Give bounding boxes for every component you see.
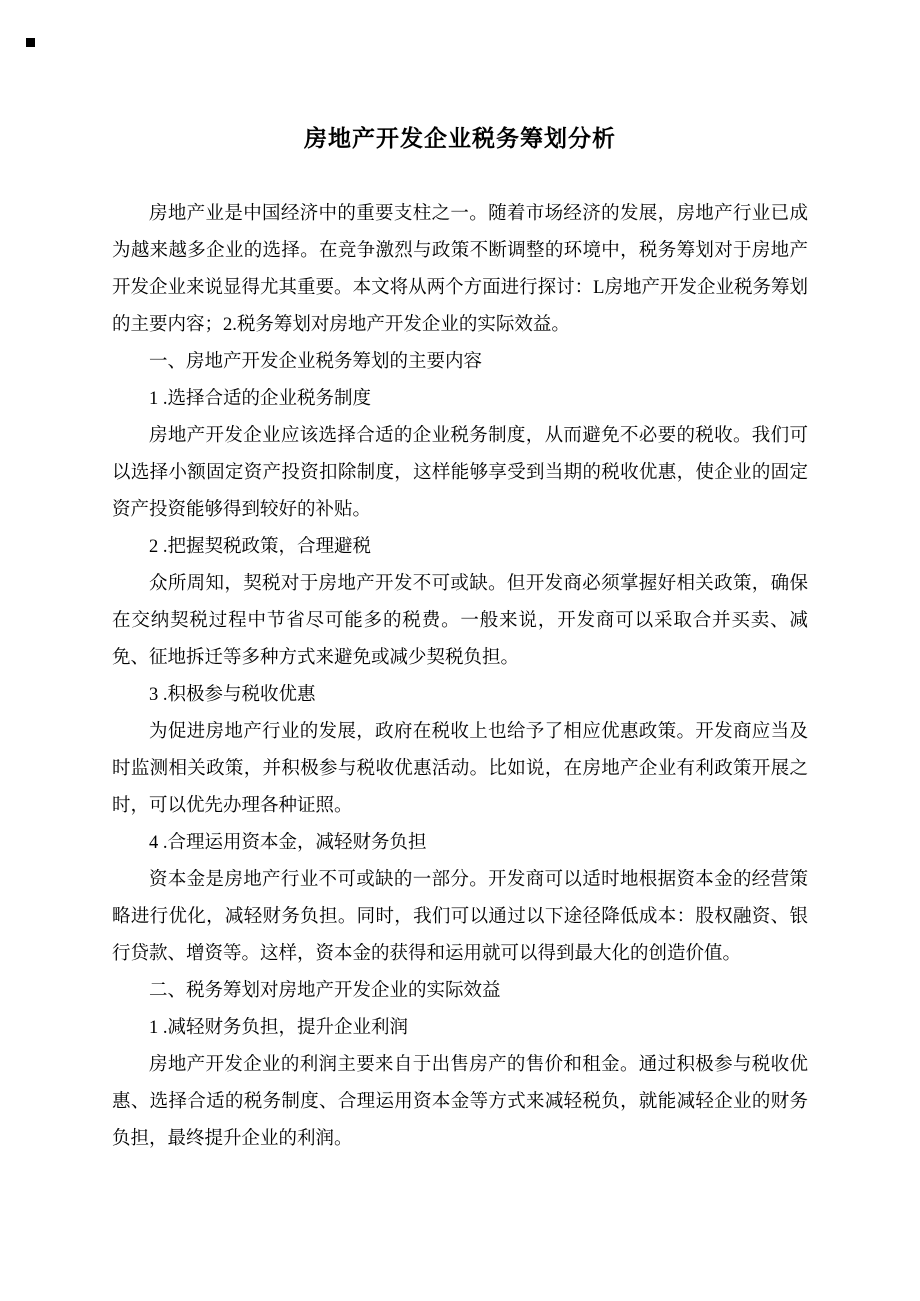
- section-2-item-1-heading: 1 .减轻财务负担，提升企业利润: [149, 1018, 409, 1038]
- section-1-item-2-heading: 2 .把握契税政策，合理避税: [149, 537, 372, 557]
- section-1-item-2-body: 众所周知，契税对于房地产开发不可或缺。但开发商必须掌握好相关政策，确保在交纳契税过程中节省尽可能多的税费。一般来说，开发商可以采取合并买卖、减免、征地拆迁等多种方式来避免或减少契税负担。: [112, 574, 808, 668]
- section-1-item-1-body: 房地产开发企业应该选择合适的企业税务制度，从而避免不必要的税收。我们可以选择小额固定资产投资扣除制度，这样能够享受到当期的税收优惠，使企业的固定资产投资能够得到较好的补贴。: [112, 426, 808, 520]
- section-1-item-1-heading: 1 .选择合适的企业税务制度: [149, 389, 372, 409]
- section-1-item-3-heading: 3 .积极参与税收优惠: [149, 685, 316, 705]
- section-1-item-4-heading: 4 .合理运用资本金，减轻财务负担: [149, 833, 427, 853]
- document-title: 房地产开发企业税务筹划分析: [304, 126, 616, 151]
- section-2-heading: 二、税务筹划对房地产开发企业的实际效益: [149, 981, 501, 1001]
- section-1-item-3-body: 为促进房地产行业的发展，政府在税收上也给予了相应优惠政策。开发商应当及时监测相关政策，并积极参与税收优惠活动。比如说，在房地产企业有利政策开展之时，可以优先办理各种证照。: [112, 722, 808, 816]
- intro-paragraph: 房地产业是中国经济中的重要支柱之一。随着市场经济的发展，房地产行业已成为越来越多企业的选择。在竞争激烈与政策不断调整的环境中，税务筹划对于房地产开发企业来说显得尤其重要。本文将从两个方面进行探讨：L房地产开发企业税务筹划的主要内容；2.税务筹划对房地产开发企业的实际效益。: [112, 204, 808, 335]
- section-1-item-4-body: 资本金是房地产行业不可或缺的一部分。开发商可以适时地根据资本金的经营策略进行优化，减轻财务负担。同时，我们可以通过以下途径降低成本：股权融资、银行贷款、增资等。这样，资本金的获得和运用就可以得到最大化的创造价值。: [112, 870, 808, 964]
- section-1-heading: 一、房地产开发企业税务筹划的主要内容: [149, 352, 483, 372]
- section-2-item-1-body: 房地产开发企业的利润主要来自于出售房产的售价和租金。通过积极参与税收优惠、选择合适的税务制度、合理运用资本金等方式来减轻税负，就能减轻企业的财务负担，最终提升企业的利润。: [112, 1055, 808, 1149]
- corner-mark: [26, 38, 35, 47]
